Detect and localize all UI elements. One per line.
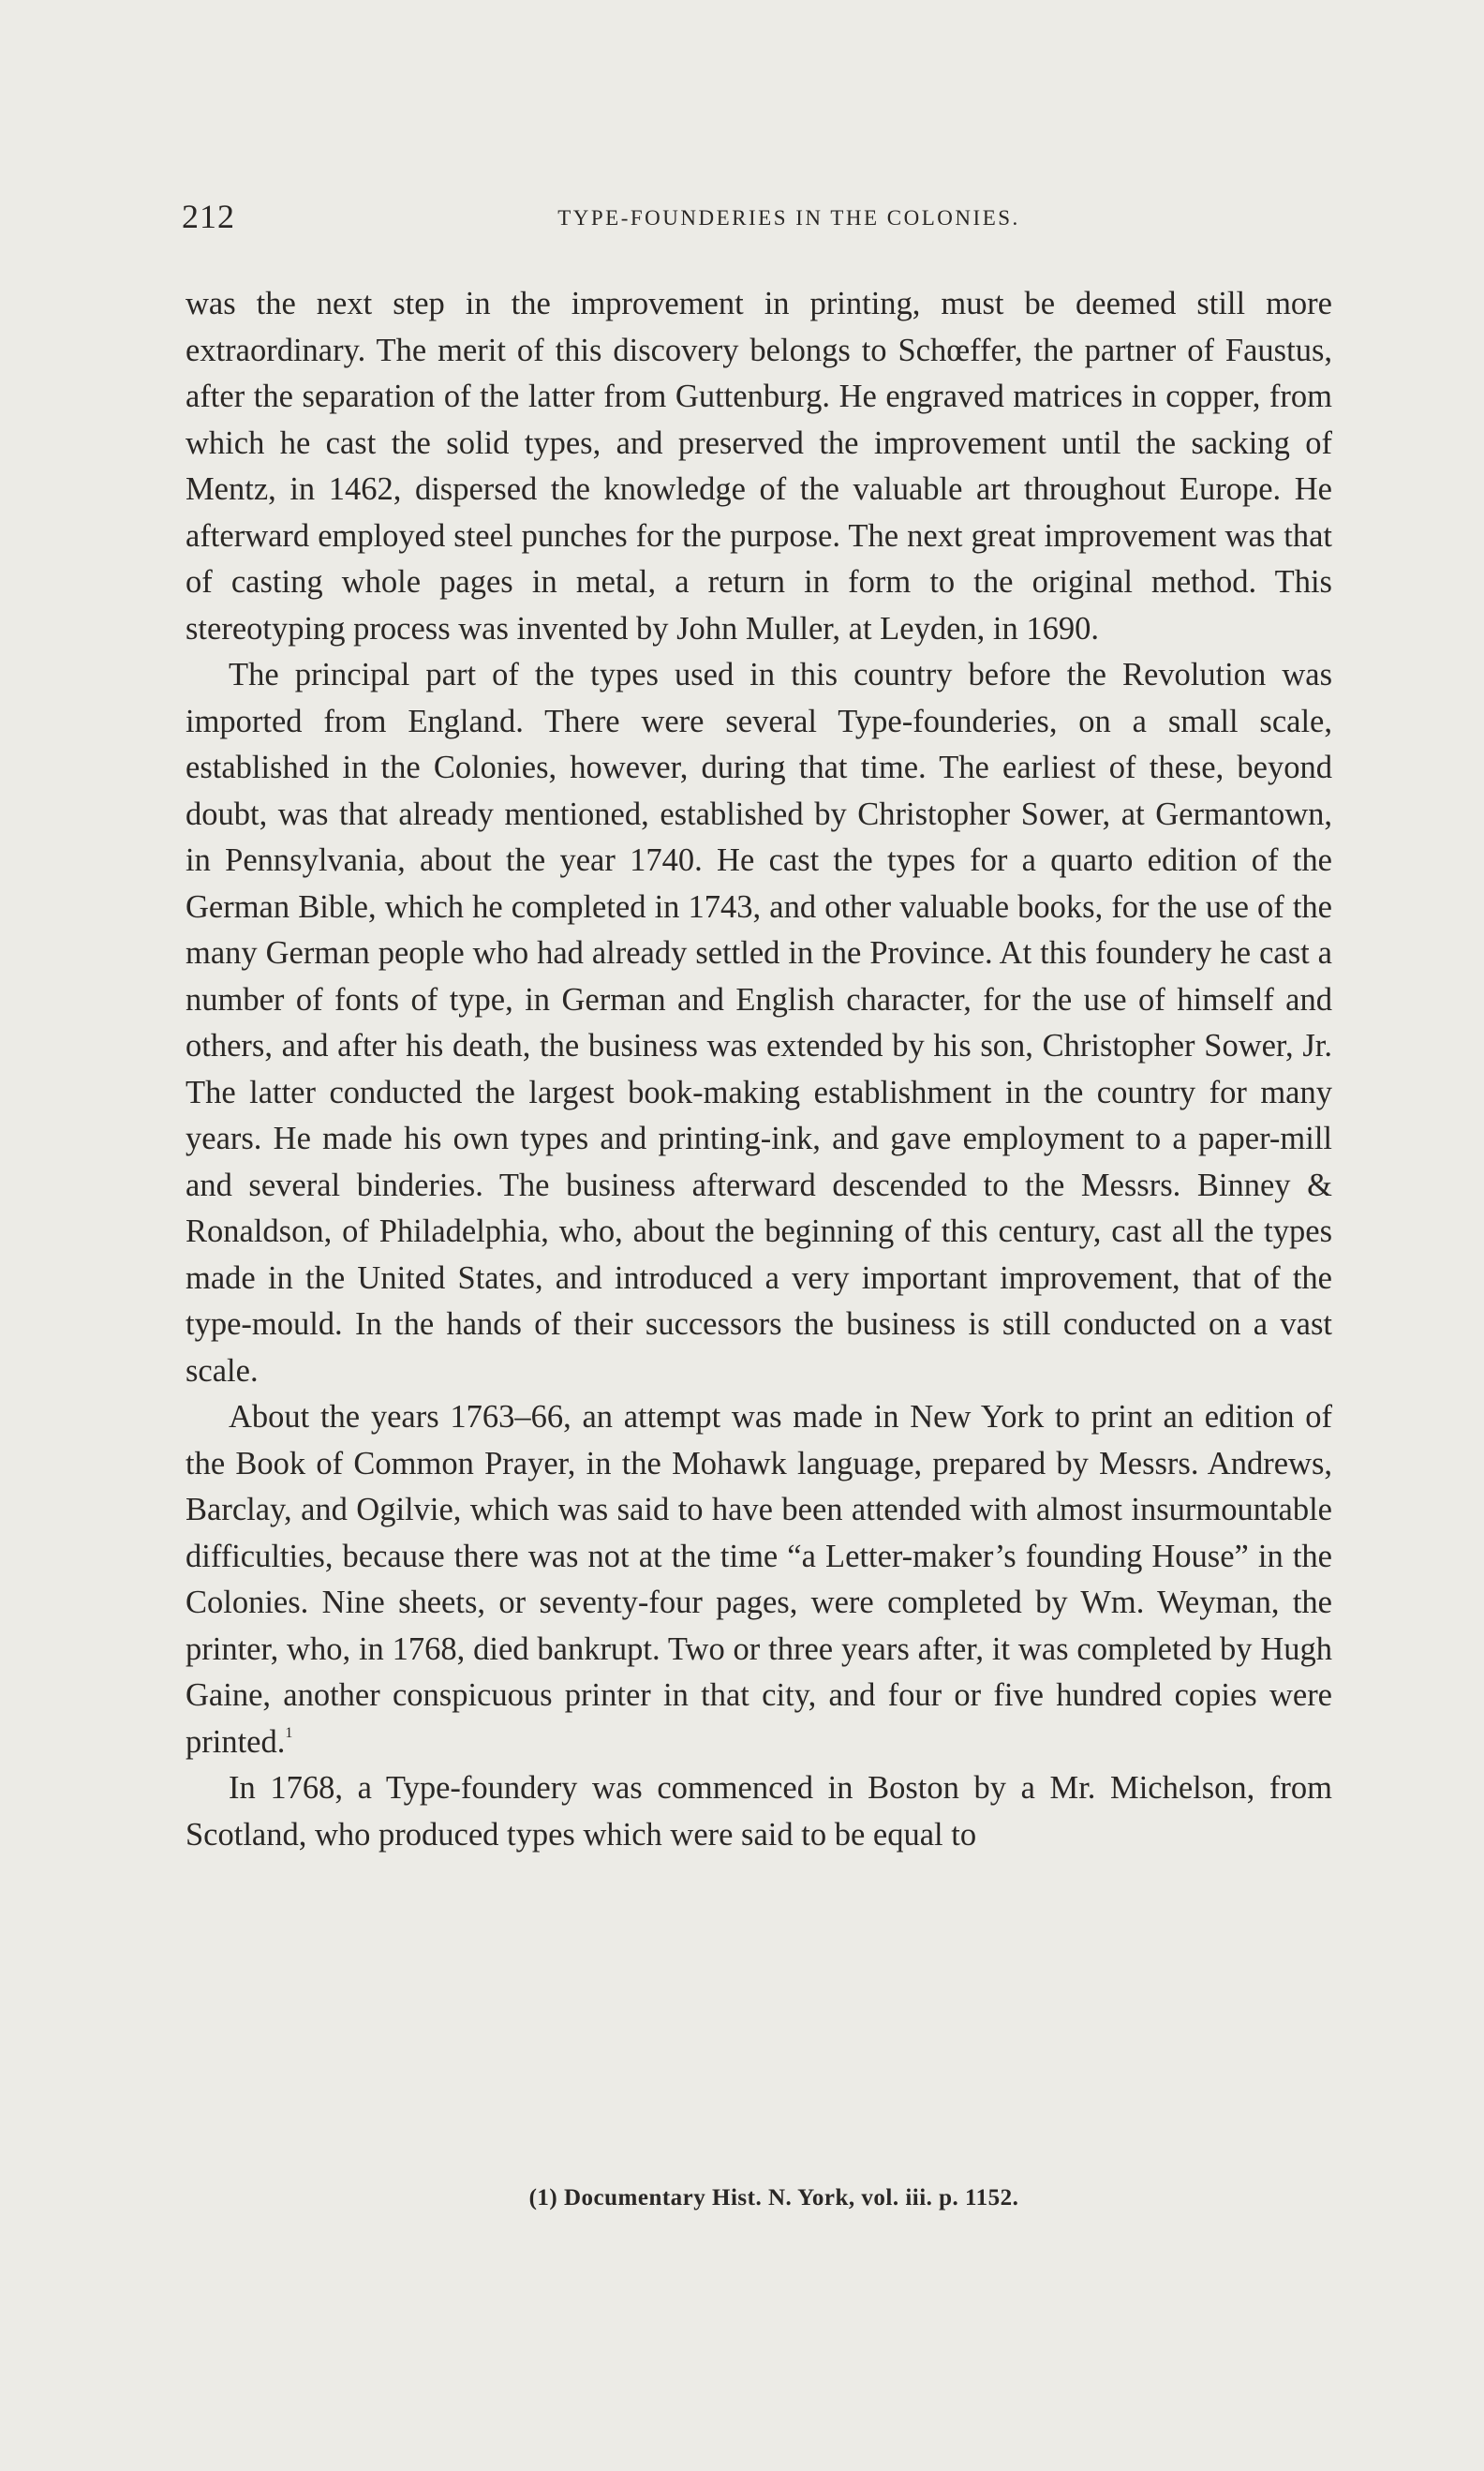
body-text [186, 281, 1332, 1858]
page-number: 212 [182, 198, 235, 235]
page-header [182, 197, 1340, 244]
footnote-reference: 1 [285, 1724, 293, 1741]
paragraph-2: The principal part of the types used in this country before the Revolution was imported from England. There were several Type-founderies, on a small scale, established in the Colonies, however, during that time. The earliest of these, beyond doubt, was that already mentioned, established by Christopher Sower, at Germantown, in Pennsylvania, about the year 1740. He cast the types for a quarto edition of the German Bible, which he completed in 1743, and other valuable books, for the use of the many German people who had already settled in the Province. At this foundery he cast a number of fonts of type, in German and English character, for the use of himself and others, and after his death, the business was extended by his son, Christopher Sower, Jr. The latter conducted the largest book-making establishment in the country for many years. He made his own types and printing-ink, and gave employment to a paper-mill and several binderies. The business afterward descended to the Messrs. Binney & Ronaldson, of Philadelphia, who, about the beginning of this century, cast all the types made in the United States, and introduced a very important improvement, that of the type-mould. In the hands of their successors the business is still conducted on a vast scale. [186, 657, 1332, 1389]
running-head: TYPE-FOUNDERIES IN THE COLONIES. [557, 206, 1020, 230]
footnote: (1) Documentary Hist. N. York, vol. iii. p. 1152. [528, 2185, 1019, 2211]
paragraph-4: In 1768, a Type-foundery was commenced in Boston by a Mr. Michelson, from Scotland, who produced types which were said to be equal to [186, 1770, 1332, 1853]
paragraph-3-text: About the years 1763–66, an attempt was made in New York to print an edition of the Book of Common Prayer, in the Mohawk language, prepared by Messrs. Andrews, Barclay, and Ogilvie, which was said to have been attended with almost insurmountable difficulties, because there was not at the time “a Letter-maker’s founding House” in the Colonies. Nine sheets, or seventy-four pages, were completed by Wm. Weyman, the printer, who, in 1768, died bankrupt. Two or three years after, it was completed by Hugh Gaine, another conspicuous printer in that city, and four or five hundred copies were printed. [186, 1399, 1332, 1760]
paragraph-3 [186, 1394, 1332, 1765]
paragraph-1: was the next step in the improvement in printing, must be deemed still more extraordinary. The merit of this discovery belongs to Schœffer, the partner of Faustus, after the separation of the latter from Guttenburg. He engraved matrices in copper, from which he cast the solid types, and preserved the improvement until the sacking of Mentz, in 1462, dispersed the knowledge of the valuable art throughout Europe. He afterward employed steel punches for the purpose. The next great improvement was that of casting whole pages in metal, a return in form to the original method. This stereotyping process was invented by John Muller, at Leyden, in 1690. [186, 286, 1332, 647]
